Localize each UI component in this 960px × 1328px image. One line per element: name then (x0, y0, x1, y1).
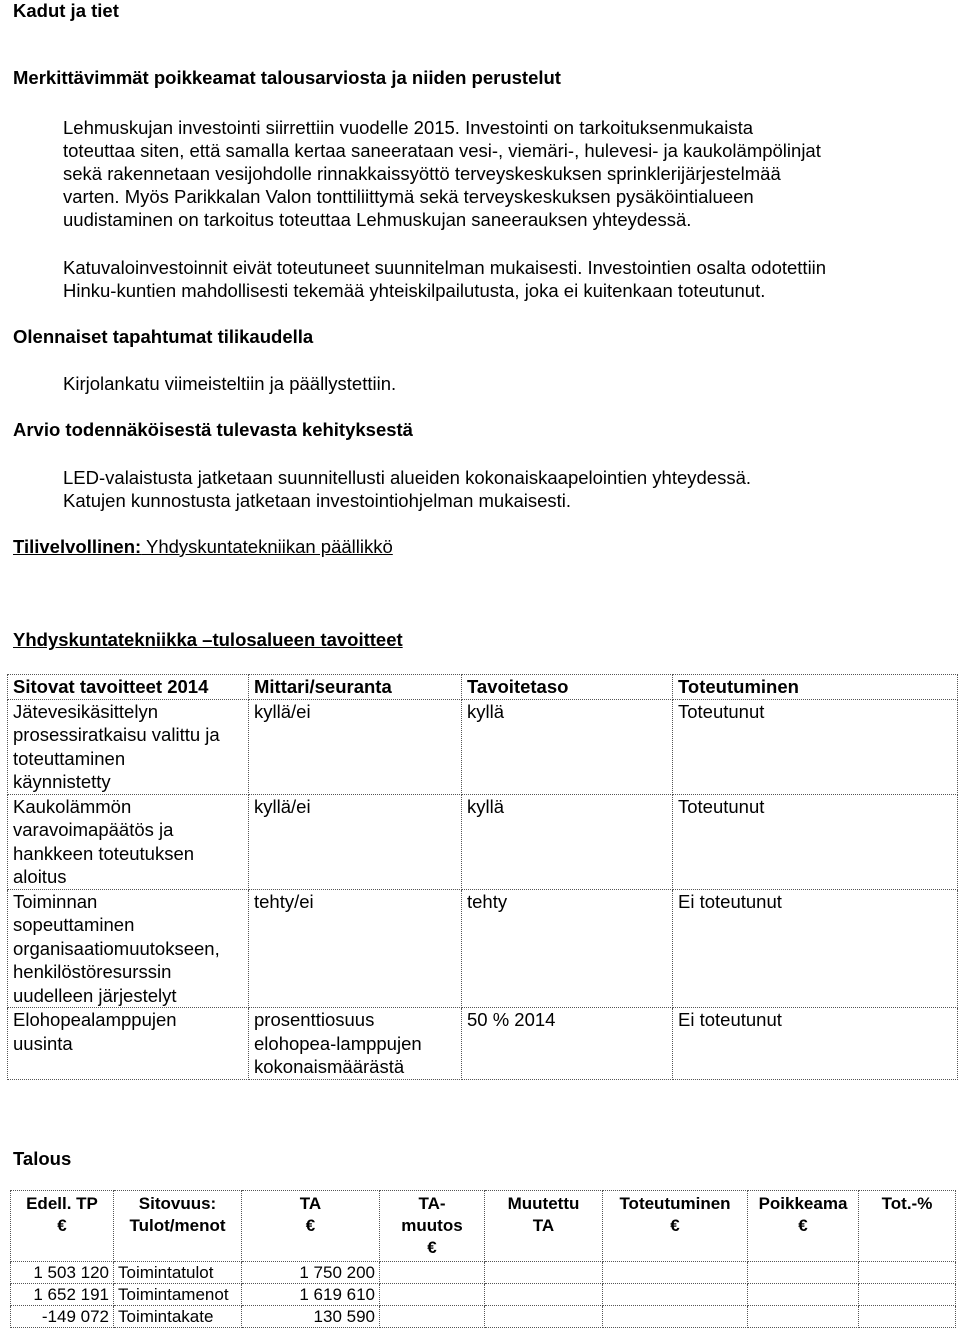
goal-cell (8, 794, 249, 889)
text-line: Lehmuskujan investointi siirrettiin vuodelle 2015. Investointi on tarkoituksenmukaista (63, 117, 754, 138)
deviations-heading: Merkittävimmät poikkeamat talousarviosta ja niiden perustelut (13, 67, 561, 88)
budget-cell: 1 619 610 (242, 1284, 380, 1306)
goal-line: Elohopealamppujen (13, 1009, 177, 1030)
header-line: Edell. TP (26, 1194, 98, 1213)
header-line: Poikkeama (758, 1194, 848, 1213)
target-cell: kyllä (462, 794, 673, 889)
column-header (748, 1191, 859, 1262)
table-header-row (8, 675, 958, 700)
result-cell: Ei toteutunut (673, 1008, 958, 1080)
goal-line: prosessiratkaisu valittu ja (13, 724, 220, 745)
text-line: uudistaminen on tarkoitus toteuttaa Lehmuskujan saneerauksen yhteydessä. (63, 209, 692, 230)
empty-cell (859, 1262, 956, 1284)
metric-line: kokonaismäärästä (254, 1056, 405, 1077)
table-row (8, 794, 958, 889)
text-line: Hinku-kuntien mahdollisesti tekemää yhteiskilpailutusta, joka ei kuitenkaan toteutunut. (63, 280, 766, 301)
text-line: Katuvaloinvestoinnit eivät toteutuneet suunnitelman mukaisesti. Investointien osalta odotettiin (63, 257, 827, 278)
goal-line: käynnistetty (13, 771, 111, 792)
column-header (242, 1191, 380, 1262)
column-header: Sitovat tavoitteet 2014 (8, 675, 249, 700)
prev-value-cell: -149 072 (11, 1306, 114, 1328)
text-line: LED-valaistusta jatketaan suunnitellusti alueiden kokonaiskaapelointien yhteydessä. (63, 467, 752, 488)
events-text: Kirjolankatu viimeisteltiin ja päällystettiin. (63, 373, 397, 394)
empty-cell (748, 1284, 859, 1306)
table-row (8, 1008, 958, 1080)
empty-cell (603, 1262, 748, 1284)
table-row (11, 1284, 956, 1306)
empty-cell (485, 1306, 603, 1328)
column-header: Tavoitetaso (462, 675, 673, 700)
empty-cell (748, 1306, 859, 1328)
metric-line: kyllä/ei (254, 795, 311, 817)
target-cell: kyllä (462, 699, 673, 794)
table-row (11, 1262, 956, 1284)
target-cell: 50 % 2014 (462, 1008, 673, 1080)
goal-cell (8, 1008, 249, 1080)
empty-cell (485, 1284, 603, 1306)
empty-cell (380, 1306, 485, 1328)
binding-cell: Toimintakate (114, 1306, 242, 1328)
header-line: € (670, 1216, 680, 1235)
binding-cell: Toimintatulot (114, 1262, 242, 1284)
header-line: Tot.-% (881, 1194, 933, 1213)
metric-cell (249, 1008, 462, 1080)
goal-line: Jätevesikäsittelyn (13, 700, 158, 722)
section-title: Kadut ja tiet (13, 0, 119, 21)
metric-line: prosenttiosuus (254, 1009, 375, 1030)
text-line: sekä rakennetaan vesijohdolle rinnakkaissyöttö terveyskeskuksen sprinklerijärjestelmää (63, 163, 781, 184)
deviations-paragraph-1 (63, 116, 943, 231)
column-header (114, 1191, 242, 1262)
goal-line: aloitus (13, 866, 67, 887)
empty-cell (603, 1306, 748, 1328)
goal-cell (8, 699, 249, 794)
goal-line: uusinta (13, 1032, 73, 1054)
header-line: Muutettu (507, 1194, 580, 1213)
goal-line: toteuttaminen (13, 747, 126, 769)
column-header: Toteutuminen (673, 675, 958, 700)
header-line: € (305, 1216, 316, 1235)
empty-cell (603, 1284, 748, 1306)
metric-line: kyllä/ei (254, 700, 311, 722)
header-line: muutos (401, 1216, 463, 1235)
text-line: Katujen kunnostusta jatketaan investointiohjelman mukaisesti. (63, 490, 572, 511)
goals-heading: Yhdyskuntatekniikka –tulosalueen tavoitteet (13, 629, 403, 650)
header-line: TA- (418, 1194, 446, 1213)
column-header: Mittari/seuranta (249, 675, 462, 700)
table-row (11, 1306, 956, 1328)
header-line: € (427, 1238, 437, 1257)
header-line: € (798, 1216, 808, 1235)
prev-value-cell: 1 652 191 (11, 1284, 114, 1306)
text-line: varten. Myös Parikkalan Valon tonttiliittymä sekä terveyskeskuksen pysäköintialueen (63, 186, 754, 207)
column-header (603, 1191, 748, 1262)
result-cell: Ei toteutunut (673, 889, 958, 1008)
budget-cell: 1 750 200 (242, 1262, 380, 1284)
empty-cell (380, 1262, 485, 1284)
table-row (8, 889, 958, 1008)
binding-cell: Toimintamenot (114, 1284, 242, 1306)
header-line: € (57, 1216, 67, 1235)
header-line: TA (532, 1216, 555, 1235)
metric-cell (249, 699, 462, 794)
goal-line: Toiminnan (13, 890, 98, 912)
header-line: Toteutuminen (619, 1194, 731, 1213)
goal-line: hankkeen toteutuksen (13, 842, 195, 864)
finance-heading: Talous (13, 1148, 72, 1169)
goal-line: Kaukolämmön (13, 795, 132, 817)
goal-line: sopeuttaminen (13, 914, 135, 935)
metric-cell (249, 889, 462, 1008)
table-header-row (11, 1191, 956, 1262)
table-row (8, 699, 958, 794)
empty-cell (859, 1306, 956, 1328)
target-cell: tehty (462, 889, 673, 1008)
column-header (485, 1191, 603, 1262)
metric-line: tehty/ei (254, 890, 314, 912)
header-line: TA (299, 1194, 322, 1213)
header-line: Sitovuus: (138, 1194, 217, 1213)
outlook-heading: Arvio todennäköisestä tulevasta kehityksestä (13, 419, 413, 440)
header-line: Tulot/menot (129, 1216, 226, 1235)
deviations-paragraph-2 (63, 256, 943, 302)
responsible-line (13, 536, 393, 558)
result-cell: Toteutunut (673, 699, 958, 794)
prev-value-cell: 1 503 120 (11, 1262, 114, 1284)
goal-line: varavoimapäätös ja (13, 819, 174, 840)
responsible-label: Tilivelvollinen: (13, 536, 142, 557)
empty-cell (748, 1262, 859, 1284)
goal-line: uudelleen järjestelyt (13, 984, 177, 1006)
goal-cell (8, 889, 249, 1008)
empty-cell (859, 1284, 956, 1306)
column-header (380, 1191, 485, 1262)
metric-line: elohopea-lamppujen (254, 1032, 422, 1054)
result-cell: Toteutunut (673, 794, 958, 889)
goal-line: henkilöstöresurssin (13, 961, 172, 982)
empty-cell (485, 1262, 603, 1284)
column-header (11, 1191, 114, 1262)
events-heading: Olennaiset tapahtumat tilikaudella (13, 326, 314, 347)
metric-cell (249, 794, 462, 889)
empty-cell (380, 1284, 485, 1306)
text-line: toteuttaa siten, että samalla kertaa saneerataan vesi-, viemäri-, hulevesi- ja kaukolämpölinjat (63, 140, 821, 161)
budget-cell: 130 590 (242, 1306, 380, 1328)
outlook-paragraph (63, 466, 943, 512)
goal-line: organisaatiomuutokseen, (13, 937, 220, 959)
responsible-value: Yhdyskuntatekniikan päällikkö (141, 536, 393, 557)
goals-table (7, 674, 958, 1080)
column-header (859, 1191, 956, 1262)
finance-table (10, 1190, 956, 1328)
